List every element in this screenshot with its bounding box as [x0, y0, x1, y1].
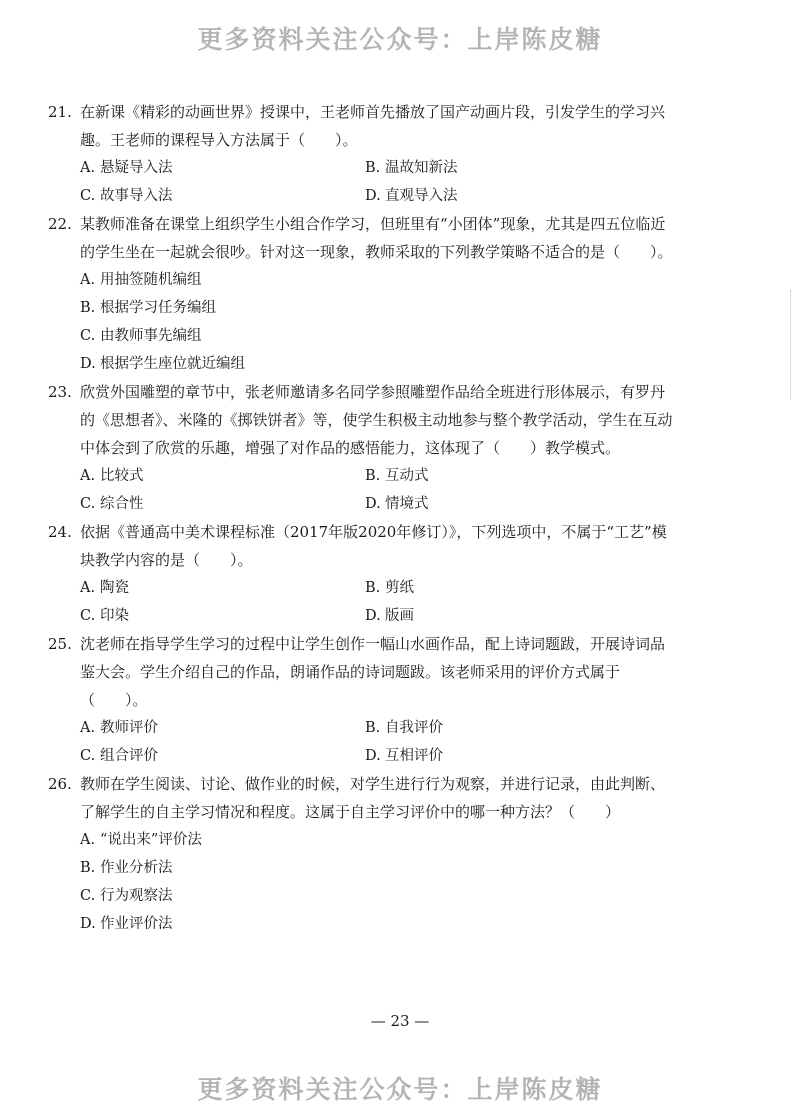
option-b: B. 作业分析法 — [80, 860, 173, 876]
question-number: 24. — [48, 523, 72, 541]
option-d: D. 直观导入法 — [365, 188, 458, 204]
option-a: A. 教师评价 — [80, 720, 158, 736]
question-24 — [48, 518, 678, 630]
option-c: C. 故事导入法 — [80, 188, 173, 204]
option-c: C. 印染 — [80, 608, 129, 624]
question-23 — [48, 378, 678, 518]
option-b: B. 自我评价 — [365, 720, 443, 736]
option-b: B. 温故知新法 — [365, 160, 458, 176]
question-stem: 教师在学生阅读、讨论、做作业的时候，对学生进行行为观察，并进行记录，由此判断、了解学生的自主学习情况和程度。这属于自主学习评价中的哪一种方法？（ ） — [80, 775, 666, 821]
option-b: B. 根据学习任务编组 — [80, 300, 216, 316]
question-number: 22. — [48, 215, 72, 233]
question-stem: 欣赏外国雕塑的章节中，张老师邀请多名同学参照雕塑作品给全班进行形体展示，有罗丹的《思想者》、米隆的《掷铁饼者》等，使学生积极主动地参与整个教学活动，学生在互动中体会到了欣赏的乐趣，增强了对作品的感悟能力，这体现了（ ）教学模式。 — [80, 383, 673, 457]
option-d: D. 版画 — [365, 608, 414, 624]
option-b: B. 剪纸 — [365, 580, 414, 596]
question-stem: 某教师准备在课堂上组织学生小组合作学习，但班里有“小团体”现象，尤其是四五位临近的学生坐在一起就会很吵。针对这一现象，教师采取的下列教学策略不适合的是（ ）。 — [80, 215, 673, 261]
option-a: A. “说出来”评价法 — [80, 832, 202, 848]
option-c: C. 综合性 — [80, 496, 144, 512]
scan-edge-marks — [790, 290, 793, 400]
watermark-bottom: 更多资料关注公众号：上岸陈皮糖 — [197, 1075, 603, 1104]
question-stem: 在新课《精彩的动画世界》授课中，王老师首先播放了国产动画片段，引发学生的学习兴趣。王老师的课程导入方法属于（ ）。 — [80, 103, 666, 149]
question-22 — [48, 210, 678, 378]
option-c: C. 行为观察法 — [80, 888, 173, 904]
question-number: 23. — [48, 383, 72, 401]
question-stem: 沈老师在指导学生学习的过程中让学生创作一幅山水画作品，配上诗词题跋，开展诗词品鉴大会。学生介绍自己的作品，朗诵作品的诗词题跋。该老师采用的评价方式属于（ ）。 — [80, 635, 666, 709]
option-c: C. 组合评价 — [80, 748, 158, 764]
question-stem: 依据《普通高中美术课程标准（2017年版2020年修订）》，下列选项中，不属于“工艺”模块教学内容的是（ ）。 — [80, 523, 667, 569]
option-d: D. 互相评价 — [365, 748, 443, 764]
question-25 — [48, 630, 678, 770]
question-21 — [48, 98, 678, 210]
option-a: A. 比较式 — [80, 468, 144, 484]
option-c: C. 由教师事先编组 — [80, 328, 202, 344]
question-26 — [48, 770, 678, 938]
option-b: B. 互动式 — [365, 468, 429, 484]
question-list — [48, 98, 678, 938]
page-number: — 23 — — [370, 1012, 430, 1030]
watermark-top: 更多资料关注公众号：上岸陈皮糖 — [197, 25, 603, 54]
option-a: A. 陶瓷 — [80, 580, 129, 596]
question-number: 26. — [48, 775, 72, 793]
question-number: 25. — [48, 635, 72, 653]
option-d: D. 情境式 — [365, 496, 429, 512]
option-a: A. 悬疑导入法 — [80, 160, 173, 176]
question-number: 21. — [48, 103, 72, 121]
option-d: D. 根据学生座位就近编组 — [80, 356, 245, 372]
option-d: D. 作业评价法 — [80, 916, 173, 932]
option-a: A. 用抽签随机编组 — [80, 272, 202, 288]
